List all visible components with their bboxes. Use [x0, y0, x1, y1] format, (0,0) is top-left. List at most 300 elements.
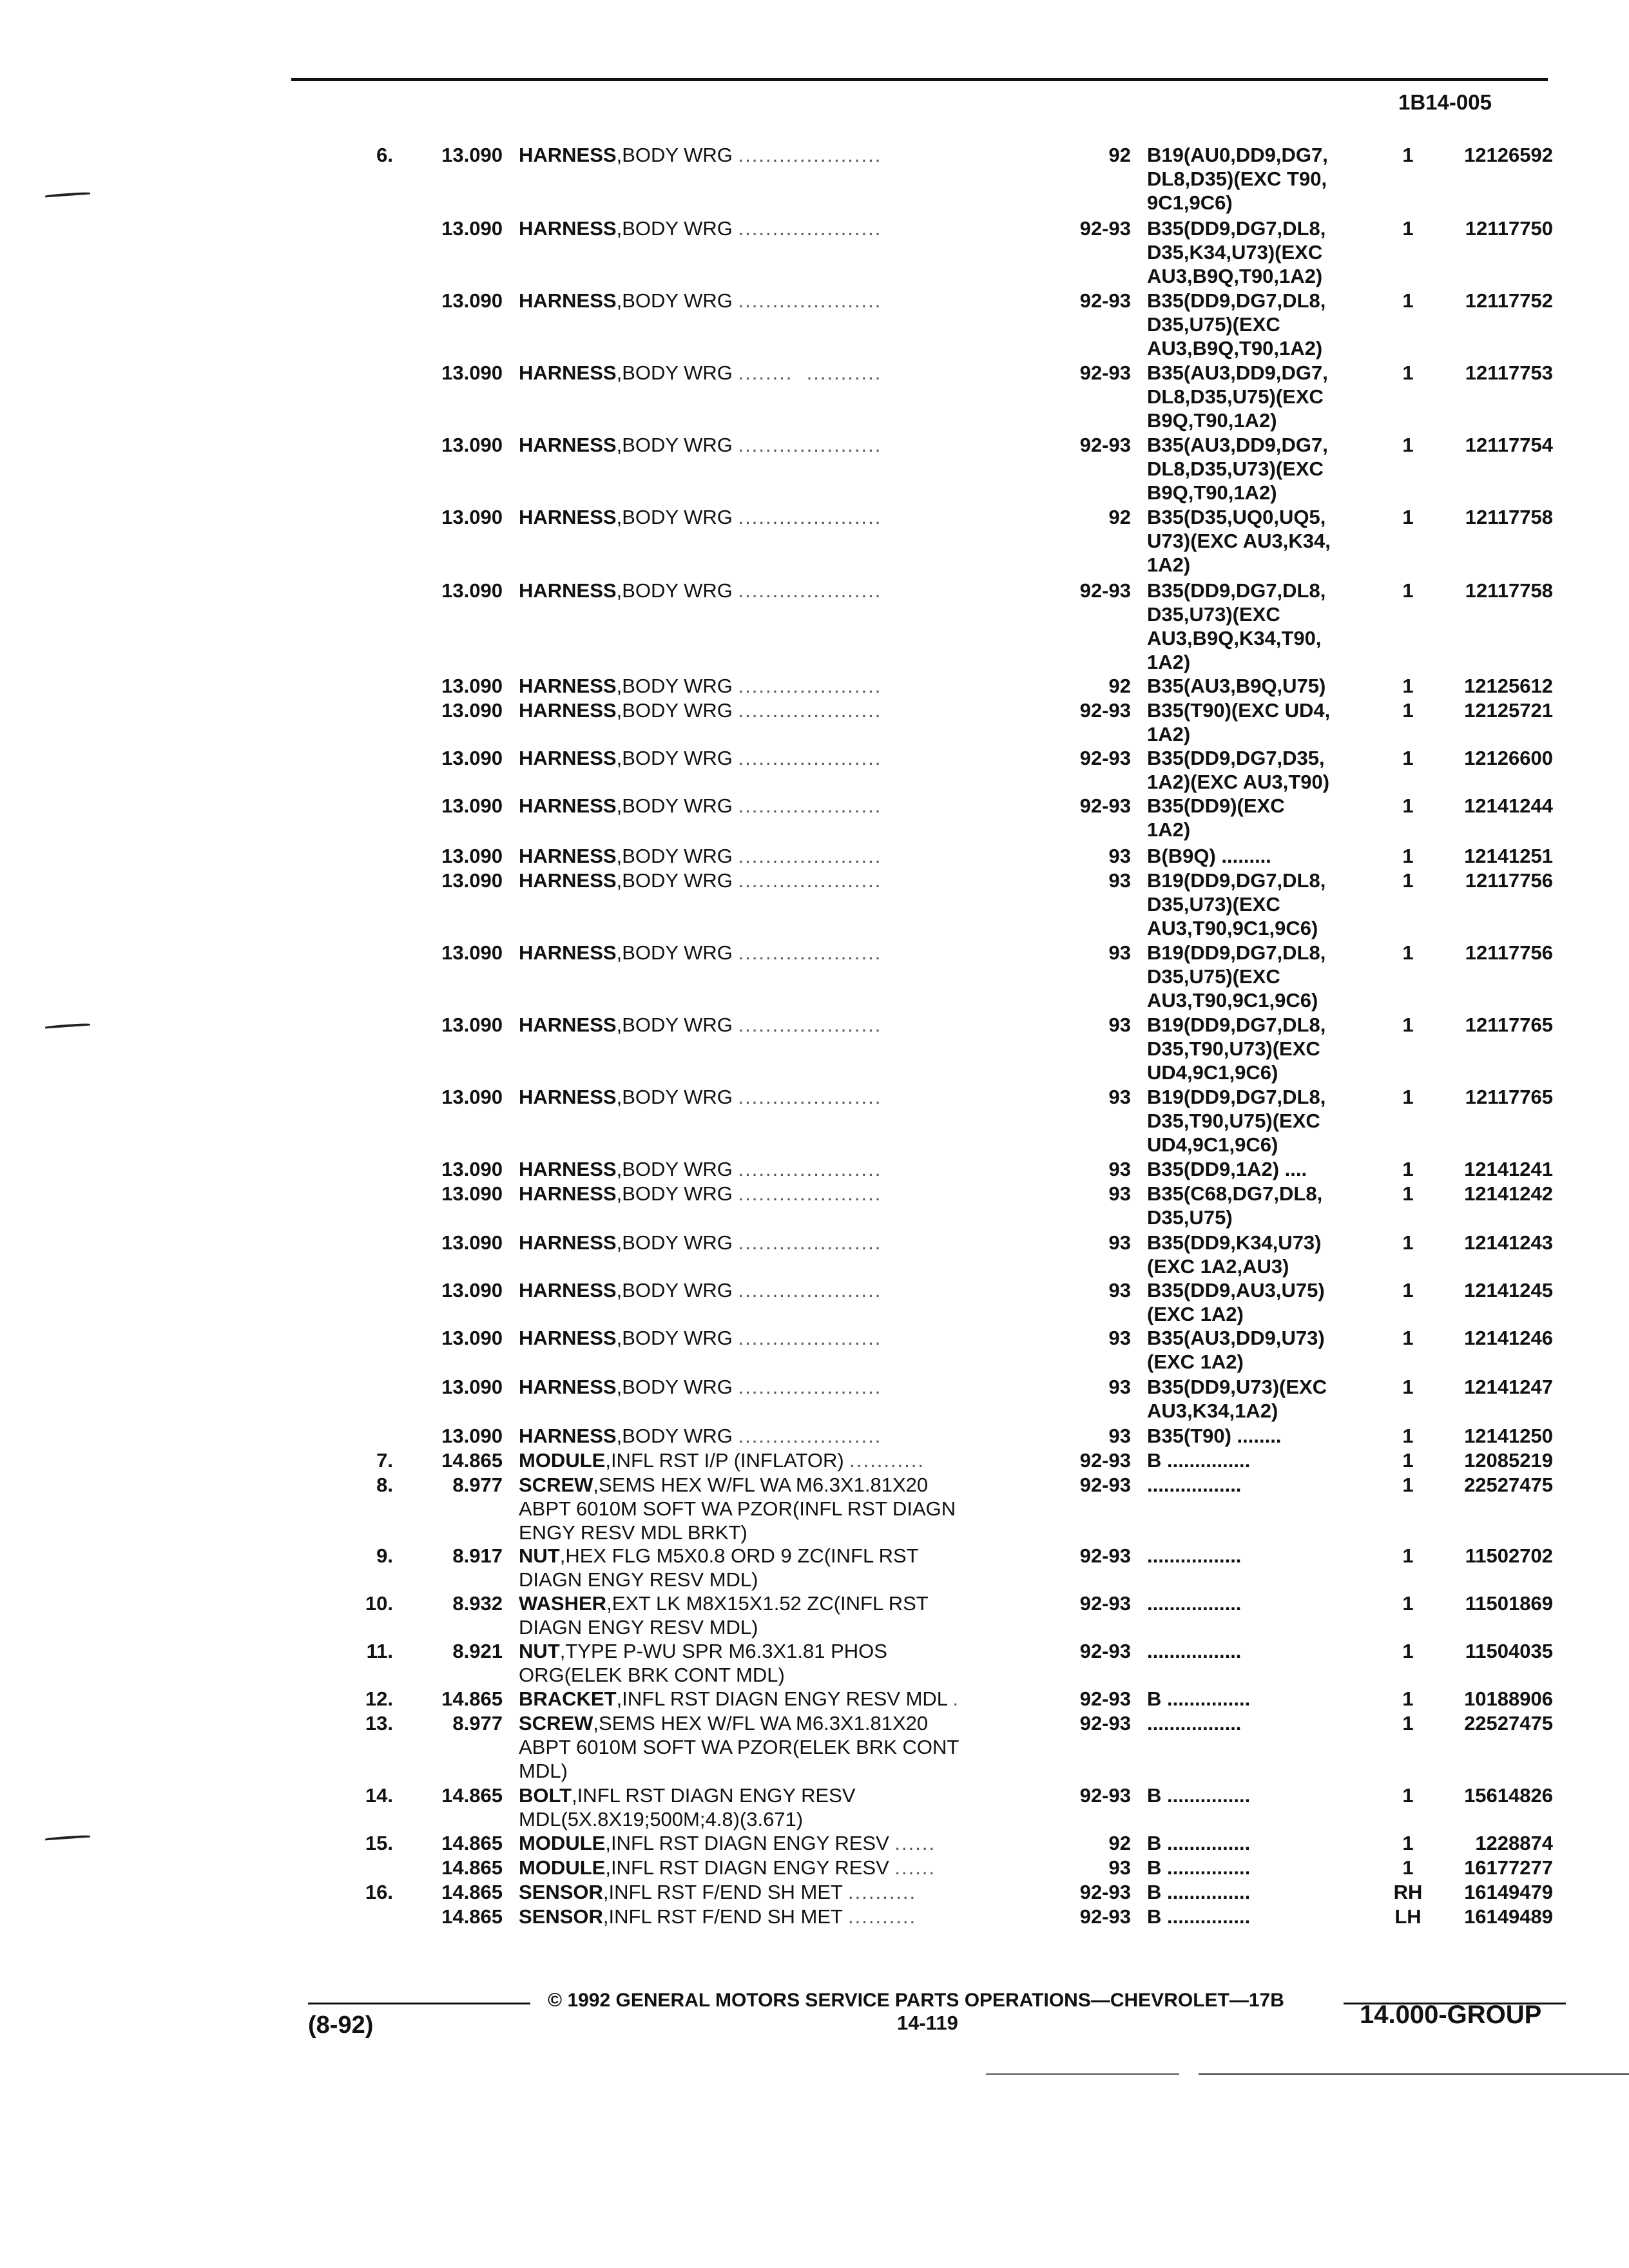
model-years: 92	[1108, 675, 1131, 697]
usage-code: AU3,T90,9C1,9C6)	[1147, 917, 1318, 939]
part-detail: ,INFL RST DIAGN ENGY RESV	[605, 1832, 889, 1854]
part-name: HARNESS	[519, 869, 617, 892]
part-name: HARNESS	[519, 217, 617, 240]
part-number: 12117765	[1465, 1014, 1553, 1036]
parts-row	[0, 746, 1629, 793]
part-name: HARNESS	[519, 579, 617, 602]
part-description	[519, 1157, 1047, 1181]
leader-dots: .....................	[738, 1327, 882, 1349]
usage-code: AU3,K34,1A2)	[1147, 1399, 1278, 1422]
group-number: 14.865	[441, 1856, 503, 1879]
part-number: 11504035	[1465, 1640, 1553, 1662]
part-number: 12141245	[1464, 1279, 1553, 1302]
group-number: 13.090	[441, 941, 503, 964]
parts-row	[0, 289, 1629, 360]
parts-row	[0, 143, 1629, 214]
copyright-line: © 1992 GENERAL MOTORS SERVICE PARTS OPERATIONS—CHEVROLET—17B	[548, 1990, 1284, 2011]
part-name: HARNESS	[519, 289, 617, 312]
quantity: 1	[1402, 1856, 1414, 1879]
model-years: 93	[1108, 1086, 1131, 1108]
quantity: 1	[1402, 1279, 1414, 1302]
part-description	[519, 1544, 1047, 1568]
quantity: 1	[1402, 289, 1414, 312]
leader-dots: .....................	[738, 1279, 882, 1302]
quantity: 1	[1402, 794, 1414, 817]
part-number: 12141250	[1464, 1425, 1553, 1447]
usage-code: B19(DD9,DG7,DL8,	[1147, 869, 1326, 892]
usage-code: .................	[1147, 1544, 1242, 1567]
parts-row	[0, 216, 1629, 287]
part-description	[519, 1856, 1047, 1879]
usage-code: B ...............	[1147, 1687, 1251, 1710]
usage-code: (EXC 1A2,AU3)	[1147, 1255, 1289, 1278]
leader-dots: .....................	[738, 1231, 882, 1254]
part-description	[519, 869, 1047, 892]
model-years: 93	[1108, 1856, 1131, 1879]
part-name: HARNESS	[519, 1182, 617, 1205]
quantity: 1	[1402, 747, 1414, 769]
part-detail: ,BODY WRG	[616, 747, 733, 769]
part-name: HARNESS	[519, 845, 617, 867]
usage-code: B ...............	[1147, 1832, 1251, 1854]
part-number: 12141247	[1464, 1376, 1553, 1398]
part-description	[519, 1783, 1047, 1807]
parts-row	[0, 1375, 1629, 1422]
usage-code: B19(AU0,DD9,DG7,	[1147, 144, 1328, 166]
part-description	[519, 746, 1047, 770]
usage-code: B35(AU3,DD9,U73)	[1147, 1327, 1325, 1349]
usage-code: B9Q,T90,1A2)	[1147, 409, 1277, 432]
usage-code: D35,T90,U75)(EXC	[1147, 1110, 1320, 1132]
usage-code: B35(DD9,DG7,D35,	[1147, 747, 1325, 769]
parts-row	[0, 794, 1629, 841]
usage-code: .................	[1147, 1712, 1242, 1735]
part-description	[519, 1278, 1047, 1302]
group-number: 8.921	[452, 1640, 503, 1662]
group-number: 14.865	[441, 1784, 503, 1807]
parts-row	[0, 505, 1629, 576]
item-number: 12.	[365, 1687, 393, 1710]
leader-dots: ..........	[848, 1905, 917, 1928]
group-number: 8.977	[452, 1712, 503, 1735]
part-detail: ,BODY WRG	[616, 217, 733, 240]
part-number: 12141246	[1464, 1327, 1553, 1349]
part-description	[519, 674, 1047, 698]
usage-code: D35,U75)(EXC	[1147, 313, 1280, 336]
quantity: 1	[1402, 869, 1414, 892]
group-number: 13.090	[441, 1376, 503, 1398]
parts-row	[0, 1639, 1629, 1686]
parts-row	[0, 1544, 1629, 1591]
quantity: RH	[1393, 1881, 1423, 1903]
item-number: 15.	[365, 1832, 393, 1854]
group-number: 13.090	[441, 1425, 503, 1447]
part-name: HARNESS	[519, 794, 617, 817]
leader-dots: .....................	[738, 434, 882, 456]
part-detail: ,BODY WRG	[616, 1158, 733, 1180]
part-name: NUT	[519, 1544, 560, 1567]
parts-row	[0, 1905, 1629, 1930]
usage-code: B35(T90)(EXC UD4,	[1147, 699, 1331, 722]
quantity: 1	[1402, 434, 1414, 456]
part-description	[519, 1711, 1047, 1735]
part-number: 12117750	[1465, 217, 1553, 240]
usage-code: 1A2)	[1147, 818, 1191, 841]
group-number: 13.090	[441, 289, 503, 312]
group-number: 13.090	[441, 1279, 503, 1302]
parts-row	[0, 1448, 1629, 1474]
model-years: 93	[1108, 1158, 1131, 1180]
leader-dots: .....................	[738, 1425, 882, 1447]
usage-code: B35(DD9,U73)(EXC	[1147, 1376, 1327, 1398]
part-number: 1228874	[1475, 1832, 1553, 1854]
parts-row	[0, 1856, 1629, 1881]
usage-code: B(B9Q) .........	[1147, 845, 1271, 867]
leader-dots: .....................	[738, 699, 882, 722]
part-number: 12141243	[1464, 1231, 1553, 1254]
item-number: 6.	[376, 144, 393, 166]
usage-code: (EXC 1A2)	[1147, 1350, 1244, 1373]
usage-code: B35(DD9,DG7,DL8,	[1147, 289, 1326, 312]
usage-code: AU3,B9Q,K34,T90,	[1147, 627, 1322, 649]
part-name: MODULE	[519, 1856, 606, 1879]
part-detail: ,SEMS HEX W/FL WA M6.3X1.81X20	[593, 1712, 929, 1735]
part-number: 12117758	[1465, 579, 1553, 602]
part-name: HARNESS	[519, 941, 617, 964]
part-description-continued: MDL)	[519, 1760, 568, 1782]
part-number: 12141241	[1464, 1158, 1553, 1180]
model-years: 92-93	[1079, 1687, 1131, 1710]
quantity: 1	[1402, 845, 1414, 867]
model-years: 93	[1108, 869, 1131, 892]
parts-row	[0, 1013, 1629, 1084]
part-detail: ,BODY WRG	[616, 699, 733, 722]
part-description	[519, 579, 1047, 602]
parts-row	[0, 1085, 1629, 1156]
part-description	[519, 1326, 1047, 1350]
group-number: 8.917	[452, 1544, 503, 1567]
model-years: 92-93	[1079, 361, 1131, 384]
leader-dots: ........ ...........	[738, 361, 882, 384]
footer-rule-left	[308, 2003, 530, 2004]
part-number: 12117756	[1465, 869, 1553, 892]
model-years: 93	[1108, 845, 1131, 867]
usage-code: 1A2)	[1147, 651, 1191, 673]
parts-row	[0, 1326, 1629, 1373]
part-name: BOLT	[519, 1784, 572, 1807]
part-description-continued: MDL(5X.8X19;500M;4.8)(3.671)	[519, 1808, 804, 1831]
part-description	[519, 1085, 1047, 1109]
part-name: HARNESS	[519, 1279, 617, 1302]
leader-dots: .....................	[738, 1376, 882, 1398]
model-years: 92-93	[1079, 747, 1131, 769]
usage-code: .................	[1147, 1640, 1242, 1662]
quantity: 1	[1402, 1158, 1414, 1180]
usage-code: D35,U73)(EXC	[1147, 603, 1280, 626]
group-number: 13.090	[441, 579, 503, 602]
item-number: 14.	[365, 1784, 393, 1807]
model-years: 92-93	[1079, 1881, 1131, 1903]
part-name: HARNESS	[519, 699, 617, 722]
part-detail: ,BODY WRG	[616, 144, 733, 166]
part-number: 16149489	[1464, 1905, 1553, 1928]
part-description	[519, 361, 1047, 385]
model-years: 92-93	[1079, 1784, 1131, 1807]
usage-code: 1A2)(EXC AU3,T90)	[1147, 771, 1330, 793]
parts-row	[0, 869, 1629, 939]
leader-dots: .....................	[738, 794, 882, 817]
usage-code: B ...............	[1147, 1784, 1251, 1807]
part-detail: ,BODY WRG	[616, 1376, 733, 1398]
part-description	[519, 698, 1047, 722]
leader-dots: .....................	[738, 144, 882, 166]
quantity: 1	[1402, 1376, 1414, 1398]
part-name: HARNESS	[519, 1086, 617, 1108]
model-years: 92-93	[1079, 579, 1131, 602]
quantity: 1	[1402, 1712, 1414, 1735]
usage-code: AU3,T90,9C1,9C6)	[1147, 989, 1318, 1012]
group-number: 13.090	[441, 1231, 503, 1254]
leader-dots: .....................	[738, 289, 882, 312]
group-number: 14.865	[441, 1905, 503, 1928]
usage-code: 1A2)	[1147, 723, 1191, 745]
part-number: 16149479	[1464, 1881, 1553, 1903]
leader-dots: .....................	[738, 1182, 882, 1205]
part-detail: ,BODY WRG	[616, 1279, 733, 1302]
model-years: 92-93	[1079, 1449, 1131, 1472]
part-name: MODULE	[519, 1449, 606, 1472]
part-detail: ,BODY WRG	[616, 1327, 733, 1349]
group-number: 13.090	[441, 1086, 503, 1108]
part-description-continued: ABPT 6010M SOFT WA PZOR(ELEK BRK CONT	[519, 1736, 959, 1758]
bottom-rule	[986, 2073, 1179, 2075]
leader-dots: .	[952, 1687, 960, 1710]
part-description	[519, 289, 1047, 312]
quantity: 1	[1402, 1687, 1414, 1710]
model-years: 93	[1108, 1327, 1131, 1349]
page-code: 1B14-005	[1398, 90, 1492, 114]
part-number: 11502702	[1465, 1544, 1553, 1567]
part-name: SCREW	[519, 1712, 593, 1735]
part-description	[519, 1375, 1047, 1399]
usage-code: D35,K34,U73)(EXC	[1147, 241, 1323, 264]
part-description	[519, 216, 1047, 240]
part-description	[519, 1231, 1047, 1254]
part-detail: ,INFL RST I/P (INFLATOR)	[605, 1449, 844, 1472]
group-number: 13.090	[441, 845, 503, 867]
leader-dots: .....................	[738, 845, 882, 867]
part-detail: ,EXT LK M8X15X1.52 ZC(INFL RST	[606, 1592, 929, 1615]
quantity: 1	[1402, 699, 1414, 722]
part-description	[519, 1831, 1047, 1855]
quantity: 1	[1402, 1449, 1414, 1472]
part-number: 22527475	[1464, 1712, 1553, 1735]
leader-dots: .....................	[738, 579, 882, 602]
part-name: HARNESS	[519, 1425, 617, 1447]
part-description	[519, 1687, 1047, 1711]
part-detail: ,SEMS HEX W/FL WA M6.3X1.81X20	[593, 1474, 929, 1496]
usage-code: DL8,D35,U75)(EXC	[1147, 385, 1324, 408]
part-detail: ,BODY WRG	[616, 289, 733, 312]
group-number: 13.090	[441, 747, 503, 769]
leader-dots: .....................	[738, 1014, 882, 1036]
parts-row	[0, 1157, 1629, 1183]
model-years: 92-93	[1079, 794, 1131, 817]
parts-row	[0, 674, 1629, 700]
group-label: 14.000-GROUP	[1360, 2001, 1542, 2029]
usage-code: B ...............	[1147, 1881, 1251, 1903]
part-number: 12117752	[1465, 289, 1553, 312]
quantity: 1	[1402, 1784, 1414, 1807]
group-number: 14.865	[441, 1687, 503, 1710]
usage-code: B35(D35,UQ0,UQ5,	[1147, 506, 1326, 528]
parts-row	[0, 1880, 1629, 1906]
part-name: HARNESS	[519, 747, 617, 769]
quantity: 1	[1402, 506, 1414, 528]
part-detail: ,INFL RST F/END SH MET	[602, 1905, 843, 1928]
model-years: 93	[1108, 1425, 1131, 1447]
part-description-continued: ABPT 6010M SOFT WA PZOR(INFL RST DIAGN	[519, 1497, 956, 1520]
part-description-continued: DIAGN ENGY RESV MDL)	[519, 1568, 758, 1591]
group-number: 13.090	[441, 794, 503, 817]
part-description	[519, 433, 1047, 457]
quantity: 1	[1402, 1592, 1414, 1615]
part-detail: ,BODY WRG	[616, 794, 733, 817]
part-name: WASHER	[519, 1592, 607, 1615]
quantity: 1	[1402, 1014, 1414, 1036]
part-number: 16177277	[1464, 1856, 1553, 1879]
model-years: 92	[1108, 1832, 1131, 1854]
part-detail: ,BODY WRG	[616, 1182, 733, 1205]
usage-code: UD4,9C1,9C6)	[1147, 1061, 1278, 1084]
usage-code: UD4,9C1,9C6)	[1147, 1133, 1278, 1156]
model-years: 92-93	[1079, 1905, 1131, 1928]
group-number: 13.090	[441, 361, 503, 384]
usage-code: D35,U75)(EXC	[1147, 965, 1280, 988]
part-description-continued: ORG(ELEK BRK CONT MDL)	[519, 1664, 785, 1686]
model-years: 92-93	[1079, 1474, 1131, 1496]
quantity: 1	[1402, 1544, 1414, 1567]
group-number: 14.865	[441, 1832, 503, 1854]
usage-code: U73)(EXC AU3,K34,	[1147, 530, 1331, 552]
usage-code: B35(DD9,1A2) ....	[1147, 1158, 1307, 1180]
usage-code: B35(DD9,DG7,DL8,	[1147, 217, 1326, 240]
parts-row	[0, 1687, 1629, 1713]
leader-dots: ......	[894, 1856, 936, 1879]
usage-code: B35(AU3,B9Q,U75)	[1147, 675, 1326, 697]
part-description	[519, 1448, 1047, 1472]
usage-code: B ...............	[1147, 1449, 1251, 1472]
part-description	[519, 844, 1047, 868]
part-number: 12117753	[1465, 361, 1553, 384]
parts-row	[0, 579, 1629, 673]
part-number: 12117756	[1465, 941, 1553, 964]
quantity: LH	[1394, 1905, 1422, 1928]
part-name: HARNESS	[519, 506, 617, 528]
part-description	[519, 1013, 1047, 1037]
model-years: 92-93	[1079, 434, 1131, 456]
quantity: 1	[1402, 1182, 1414, 1205]
usage-code: DL8,D35)(EXC T90,	[1147, 168, 1327, 190]
usage-code: (EXC 1A2)	[1147, 1303, 1244, 1325]
parts-row	[0, 941, 1629, 1012]
usage-code: B19(DD9,DG7,DL8,	[1147, 941, 1326, 964]
part-description	[519, 1905, 1047, 1928]
usage-code: B19(DD9,DG7,DL8,	[1147, 1086, 1326, 1108]
model-years: 93	[1108, 1014, 1131, 1036]
part-name: SENSOR	[519, 1881, 603, 1903]
part-name: HARNESS	[519, 434, 617, 456]
quantity: 1	[1402, 361, 1414, 384]
quantity: 1	[1402, 675, 1414, 697]
part-description	[519, 1639, 1047, 1663]
quantity: 1	[1402, 579, 1414, 602]
parts-row	[0, 433, 1629, 504]
model-years: 92-93	[1079, 1640, 1131, 1662]
usage-code: B35(DD9)(EXC	[1147, 794, 1285, 817]
part-number: 12125612	[1464, 675, 1553, 697]
part-detail: ,HEX FLG M5X0.8 ORD 9 ZC(INFL RST	[559, 1544, 919, 1567]
quantity: 1	[1402, 1327, 1414, 1349]
part-description	[519, 1473, 1047, 1497]
part-name: SCREW	[519, 1474, 593, 1496]
part-name: HARNESS	[519, 361, 617, 384]
group-number: 13.090	[441, 1158, 503, 1180]
part-name: HARNESS	[519, 144, 617, 166]
parts-row	[0, 1711, 1629, 1782]
quantity: 1	[1402, 1640, 1414, 1662]
date-code: (8-92)	[308, 2012, 374, 2039]
group-number: 13.090	[441, 869, 503, 892]
usage-code: DL8,D35,U73)(EXC	[1147, 457, 1324, 480]
quantity: 1	[1402, 217, 1414, 240]
part-number: 12141242	[1464, 1182, 1553, 1205]
part-detail: ,INFL RST DIAGN ENGY RESV MDL	[616, 1687, 947, 1710]
part-name: NUT	[519, 1640, 560, 1662]
part-name: HARNESS	[519, 675, 617, 697]
model-years: 93	[1108, 1231, 1131, 1254]
part-number: 12141251	[1464, 845, 1553, 867]
group-number: 13.090	[441, 144, 503, 166]
group-number: 14.865	[441, 1449, 503, 1472]
part-description	[519, 794, 1047, 818]
usage-code: B ...............	[1147, 1905, 1251, 1928]
leader-dots: ......	[894, 1832, 936, 1854]
part-detail: ,BODY WRG	[616, 506, 733, 528]
page-number: 14-119	[897, 2012, 958, 2034]
part-name: HARNESS	[519, 1231, 617, 1254]
part-detail: ,BODY WRG	[616, 1231, 733, 1254]
leader-dots: .....................	[738, 869, 882, 892]
usage-code: 9C1,9C6)	[1147, 191, 1233, 214]
usage-code: B35(DD9,AU3,U75)	[1147, 1279, 1325, 1302]
usage-code: B19(DD9,DG7,DL8,	[1147, 1014, 1326, 1036]
part-name: HARNESS	[519, 1158, 617, 1180]
model-years: 93	[1108, 1182, 1131, 1205]
leader-dots: .....................	[738, 217, 882, 240]
item-number: 8.	[376, 1474, 393, 1496]
part-number: 15614826	[1464, 1784, 1553, 1807]
usage-code: .................	[1147, 1474, 1242, 1496]
usage-code: B35(AU3,DD9,DG7,	[1147, 434, 1328, 456]
part-detail: ,BODY WRG	[616, 675, 733, 697]
part-description	[519, 1424, 1047, 1448]
part-description	[519, 941, 1047, 965]
item-number: 7.	[376, 1449, 393, 1472]
part-detail: ,BODY WRG	[616, 361, 733, 384]
part-detail: ,INFL RST DIAGN ENGY RESV	[572, 1784, 856, 1807]
group-number: 13.090	[441, 434, 503, 456]
